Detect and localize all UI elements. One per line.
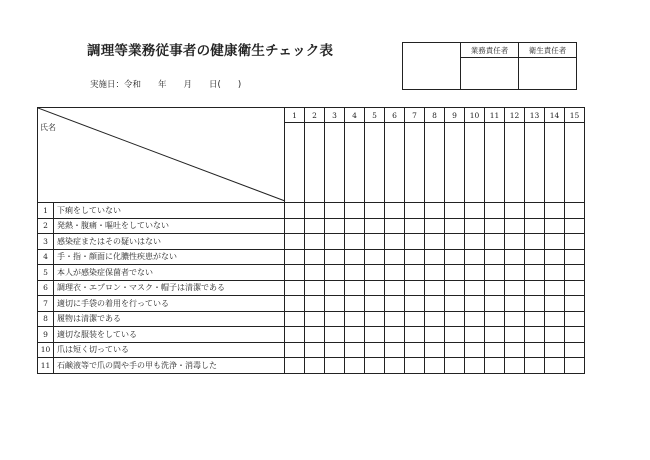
day-number-header: 1 xyxy=(285,108,305,123)
item-number: 4 xyxy=(38,249,54,265)
name-entry-cell[interactable] xyxy=(465,123,485,203)
name-entry-cell[interactable] xyxy=(305,123,325,203)
check-cell[interactable] xyxy=(485,311,505,327)
item-text: 爪は短く切っている xyxy=(54,342,285,358)
check-cell[interactable] xyxy=(525,311,545,327)
check-cell[interactable] xyxy=(305,218,325,234)
item-number: 7 xyxy=(38,296,54,312)
check-cell[interactable] xyxy=(465,280,485,296)
check-cell[interactable] xyxy=(445,296,465,312)
page-title: 調理等業務従事者の健康衛生チェック表 xyxy=(87,43,334,59)
check-cell[interactable] xyxy=(325,218,345,234)
check-cell[interactable] xyxy=(365,342,385,358)
check-item-row xyxy=(38,265,585,281)
name-header-label: 氏名 xyxy=(40,123,56,132)
check-cell[interactable] xyxy=(485,327,505,343)
check-cell[interactable] xyxy=(545,249,565,265)
check-cell[interactable] xyxy=(445,249,465,265)
check-cell[interactable] xyxy=(465,249,485,265)
name-entry-cell[interactable] xyxy=(285,123,305,203)
day-number-header: 14 xyxy=(545,108,565,123)
check-cell[interactable] xyxy=(485,265,505,281)
check-cell[interactable] xyxy=(485,249,505,265)
check-cell[interactable] xyxy=(305,265,325,281)
check-cell[interactable] xyxy=(425,296,445,312)
check-cell[interactable] xyxy=(545,203,565,219)
check-cell[interactable] xyxy=(525,296,545,312)
check-cell[interactable] xyxy=(325,311,345,327)
check-cell[interactable] xyxy=(425,342,445,358)
check-cell[interactable] xyxy=(305,311,325,327)
check-cell[interactable] xyxy=(365,265,385,281)
check-cell[interactable] xyxy=(385,234,405,250)
name-entry-cell[interactable] xyxy=(445,123,465,203)
check-cell[interactable] xyxy=(305,280,325,296)
name-entry-cell[interactable] xyxy=(365,123,385,203)
item-text: 本人が感染症保菌者でない xyxy=(54,265,285,281)
check-cell[interactable] xyxy=(305,327,325,343)
check-cell[interactable] xyxy=(285,265,305,281)
check-cell[interactable] xyxy=(545,327,565,343)
check-cell[interactable] xyxy=(505,203,525,219)
check-cell[interactable] xyxy=(565,327,585,343)
check-cell[interactable] xyxy=(365,296,385,312)
check-cell[interactable] xyxy=(385,311,405,327)
check-cell[interactable] xyxy=(365,280,385,296)
item-text: 手・指・顔面に化膿性疾患がない xyxy=(54,249,285,265)
check-cell[interactable] xyxy=(285,218,305,234)
check-cell[interactable] xyxy=(305,358,325,374)
check-cell[interactable] xyxy=(285,249,305,265)
check-cell[interactable] xyxy=(445,311,465,327)
check-cell[interactable] xyxy=(525,280,545,296)
check-cell[interactable] xyxy=(325,203,345,219)
check-cell[interactable] xyxy=(325,358,345,374)
check-cell[interactable] xyxy=(405,203,425,219)
item-number: 1 xyxy=(38,203,54,219)
check-cell[interactable] xyxy=(565,358,585,374)
diagonal-line xyxy=(38,108,286,202)
name-entry-cell[interactable] xyxy=(545,123,565,203)
check-cell[interactable] xyxy=(385,358,405,374)
day-number-header: 12 xyxy=(505,108,525,123)
day-number-header: 13 xyxy=(525,108,545,123)
check-cell[interactable] xyxy=(345,218,365,234)
stamp-header-business: 業務責任者 xyxy=(461,43,519,58)
item-number: 3 xyxy=(38,234,54,250)
check-cell[interactable] xyxy=(285,342,305,358)
check-cell[interactable] xyxy=(465,358,485,374)
check-cell[interactable] xyxy=(485,203,505,219)
check-cell[interactable] xyxy=(325,234,345,250)
check-cell[interactable] xyxy=(345,311,365,327)
day-number-header: 7 xyxy=(405,108,425,123)
check-cell[interactable] xyxy=(445,327,465,343)
check-cell[interactable] xyxy=(445,234,465,250)
check-cell[interactable] xyxy=(425,280,445,296)
health-check-table xyxy=(37,107,585,374)
stamp-cell-hygiene[interactable] xyxy=(519,58,577,90)
check-cell[interactable] xyxy=(465,342,485,358)
item-text: 履物は清潔である xyxy=(54,311,285,327)
check-cell[interactable] xyxy=(445,203,465,219)
check-cell[interactable] xyxy=(565,265,585,281)
check-cell[interactable] xyxy=(545,342,565,358)
check-cell[interactable] xyxy=(565,311,585,327)
name-entry-cell[interactable] xyxy=(505,123,525,203)
day-number-header: 2 xyxy=(305,108,325,123)
check-cell[interactable] xyxy=(305,342,325,358)
check-cell[interactable] xyxy=(365,218,385,234)
item-text: 下痢をしていない xyxy=(54,203,285,219)
check-cell[interactable] xyxy=(425,327,445,343)
check-item-row xyxy=(38,249,585,265)
check-cell[interactable] xyxy=(505,265,525,281)
check-cell[interactable] xyxy=(445,358,465,374)
stamp-header-hygiene: 衛生責任者 xyxy=(519,43,577,58)
check-cell[interactable] xyxy=(525,358,545,374)
check-cell[interactable] xyxy=(565,280,585,296)
check-cell[interactable] xyxy=(365,234,385,250)
check-cell[interactable] xyxy=(485,218,505,234)
check-cell[interactable] xyxy=(345,249,365,265)
check-cell[interactable] xyxy=(505,234,525,250)
check-cell[interactable] xyxy=(565,203,585,219)
item-number: 6 xyxy=(38,280,54,296)
check-cell[interactable] xyxy=(365,358,385,374)
check-cell[interactable] xyxy=(505,342,525,358)
check-cell[interactable] xyxy=(505,311,525,327)
item-text: 石鹸液等で爪の間や手の甲も洗浄・消毒した xyxy=(54,358,285,374)
check-cell[interactable] xyxy=(505,327,525,343)
check-cell[interactable] xyxy=(345,358,365,374)
day-number-header: 10 xyxy=(465,108,485,123)
check-cell[interactable] xyxy=(365,327,385,343)
check-item-row xyxy=(38,218,585,234)
check-cell[interactable] xyxy=(425,265,445,281)
name-entry-cell[interactable] xyxy=(405,123,425,203)
check-cell[interactable] xyxy=(405,311,425,327)
item-number: 9 xyxy=(38,327,54,343)
check-cell[interactable] xyxy=(565,296,585,312)
item-number: 10 xyxy=(38,342,54,358)
day-number-header: 6 xyxy=(385,108,405,123)
check-cell[interactable] xyxy=(405,296,425,312)
check-cell[interactable] xyxy=(525,342,545,358)
check-cell[interactable] xyxy=(445,280,465,296)
check-cell[interactable] xyxy=(425,358,445,374)
day-number-header: 4 xyxy=(345,108,365,123)
check-cell[interactable] xyxy=(345,280,365,296)
check-cell[interactable] xyxy=(345,327,365,343)
check-cell[interactable] xyxy=(525,218,545,234)
check-cell[interactable] xyxy=(385,327,405,343)
check-cell[interactable] xyxy=(465,311,485,327)
check-cell[interactable] xyxy=(285,358,305,374)
check-cell[interactable] xyxy=(365,203,385,219)
check-cell[interactable] xyxy=(505,296,525,312)
check-cell[interactable] xyxy=(465,218,485,234)
check-cell[interactable] xyxy=(385,265,405,281)
check-cell[interactable] xyxy=(485,234,505,250)
day-number-header: 15 xyxy=(565,108,585,123)
check-cell[interactable] xyxy=(285,311,305,327)
check-cell[interactable] xyxy=(365,249,385,265)
check-cell[interactable] xyxy=(505,249,525,265)
check-cell[interactable] xyxy=(485,280,505,296)
check-cell[interactable] xyxy=(345,234,365,250)
check-cell[interactable] xyxy=(345,342,365,358)
check-cell[interactable] xyxy=(545,311,565,327)
item-text: 発熱・腹痛・嘔吐をしていない xyxy=(54,218,285,234)
check-cell[interactable] xyxy=(445,342,465,358)
name-entry-cell[interactable] xyxy=(525,123,545,203)
check-cell[interactable] xyxy=(345,296,365,312)
check-cell[interactable] xyxy=(545,265,565,281)
check-cell[interactable] xyxy=(505,218,525,234)
name-entry-cell[interactable] xyxy=(385,123,405,203)
check-item-row xyxy=(38,234,585,250)
check-cell[interactable] xyxy=(545,358,565,374)
check-cell[interactable] xyxy=(425,234,445,250)
check-cell[interactable] xyxy=(565,234,585,250)
check-item-row xyxy=(38,311,585,327)
check-cell[interactable] xyxy=(425,249,445,265)
item-text: 適切に手袋の着用を行っている xyxy=(54,296,285,312)
check-cell[interactable] xyxy=(465,327,485,343)
item-number: 5 xyxy=(38,265,54,281)
check-item-row xyxy=(38,296,585,312)
item-text: 適切な服装をしている xyxy=(54,327,285,343)
check-cell[interactable] xyxy=(385,296,405,312)
name-entry-cell[interactable] xyxy=(325,123,345,203)
check-cell[interactable] xyxy=(285,327,305,343)
check-cell[interactable] xyxy=(465,234,485,250)
check-cell[interactable] xyxy=(525,265,545,281)
check-item-row xyxy=(38,342,585,358)
check-cell[interactable] xyxy=(485,296,505,312)
check-cell[interactable] xyxy=(425,311,445,327)
day-number-header: 11 xyxy=(485,108,505,123)
check-cell[interactable] xyxy=(325,265,345,281)
check-cell[interactable] xyxy=(485,342,505,358)
check-cell[interactable] xyxy=(305,203,325,219)
check-cell[interactable] xyxy=(325,327,345,343)
check-cell[interactable] xyxy=(505,358,525,374)
check-cell[interactable] xyxy=(325,280,345,296)
check-cell[interactable] xyxy=(345,203,365,219)
check-cell[interactable] xyxy=(525,249,545,265)
check-cell[interactable] xyxy=(385,218,405,234)
check-cell[interactable] xyxy=(285,203,305,219)
check-cell[interactable] xyxy=(525,234,545,250)
item-number: 11 xyxy=(38,358,54,374)
name-entry-cell[interactable] xyxy=(565,123,585,203)
check-cell[interactable] xyxy=(305,249,325,265)
check-cell[interactable] xyxy=(405,280,425,296)
check-cell[interactable] xyxy=(385,280,405,296)
check-cell[interactable] xyxy=(405,218,425,234)
stamp-blank-cell xyxy=(403,43,461,90)
check-item-row xyxy=(38,327,585,343)
check-cell[interactable] xyxy=(385,342,405,358)
check-cell[interactable] xyxy=(405,234,425,250)
check-cell[interactable] xyxy=(405,249,425,265)
check-cell[interactable] xyxy=(545,280,565,296)
item-text: 感染症またはその疑いはない xyxy=(54,234,285,250)
check-cell[interactable] xyxy=(325,296,345,312)
item-number: 8 xyxy=(38,311,54,327)
check-cell[interactable] xyxy=(385,203,405,219)
check-cell[interactable] xyxy=(545,234,565,250)
check-cell[interactable] xyxy=(465,203,485,219)
day-number-header: 9 xyxy=(445,108,465,123)
check-item-row xyxy=(38,203,585,219)
name-entry-cell[interactable] xyxy=(425,123,445,203)
day-number-header: 8 xyxy=(425,108,445,123)
check-item-row xyxy=(38,358,585,374)
check-cell[interactable] xyxy=(285,296,305,312)
check-cell[interactable] xyxy=(565,218,585,234)
check-cell[interactable] xyxy=(445,265,465,281)
check-cell[interactable] xyxy=(405,358,425,374)
check-cell[interactable] xyxy=(465,296,485,312)
check-cell[interactable] xyxy=(465,265,485,281)
name-header-cell xyxy=(38,108,285,203)
stamp-cell-business[interactable] xyxy=(461,58,519,90)
check-cell[interactable] xyxy=(505,280,525,296)
check-cell[interactable] xyxy=(305,296,325,312)
check-cell[interactable] xyxy=(345,265,365,281)
check-cell[interactable] xyxy=(405,265,425,281)
check-cell[interactable] xyxy=(425,203,445,219)
approval-stamp-box xyxy=(402,42,577,90)
check-cell[interactable] xyxy=(305,234,325,250)
check-cell[interactable] xyxy=(405,327,425,343)
check-cell[interactable] xyxy=(405,342,425,358)
check-cell[interactable] xyxy=(445,218,465,234)
check-cell[interactable] xyxy=(545,296,565,312)
name-entry-cell[interactable] xyxy=(485,123,505,203)
check-cell[interactable] xyxy=(285,234,305,250)
check-item-row xyxy=(38,280,585,296)
check-cell[interactable] xyxy=(545,218,565,234)
check-cell[interactable] xyxy=(425,218,445,234)
day-number-header: 5 xyxy=(365,108,385,123)
check-cell[interactable] xyxy=(285,280,305,296)
item-number: 2 xyxy=(38,218,54,234)
check-cell[interactable] xyxy=(565,342,585,358)
check-cell[interactable] xyxy=(485,358,505,374)
check-cell[interactable] xyxy=(365,311,385,327)
check-cell[interactable] xyxy=(385,249,405,265)
check-cell[interactable] xyxy=(525,327,545,343)
check-cell[interactable] xyxy=(325,249,345,265)
check-cell[interactable] xyxy=(525,203,545,219)
item-text: 調理衣・エプロン・マスク・帽子は清潔である xyxy=(54,280,285,296)
day-number-header: 3 xyxy=(325,108,345,123)
check-cell[interactable] xyxy=(565,249,585,265)
check-cell[interactable] xyxy=(325,342,345,358)
date-label: 実施日：令和 年 月 日( ) xyxy=(90,80,242,90)
name-entry-cell[interactable] xyxy=(345,123,365,203)
